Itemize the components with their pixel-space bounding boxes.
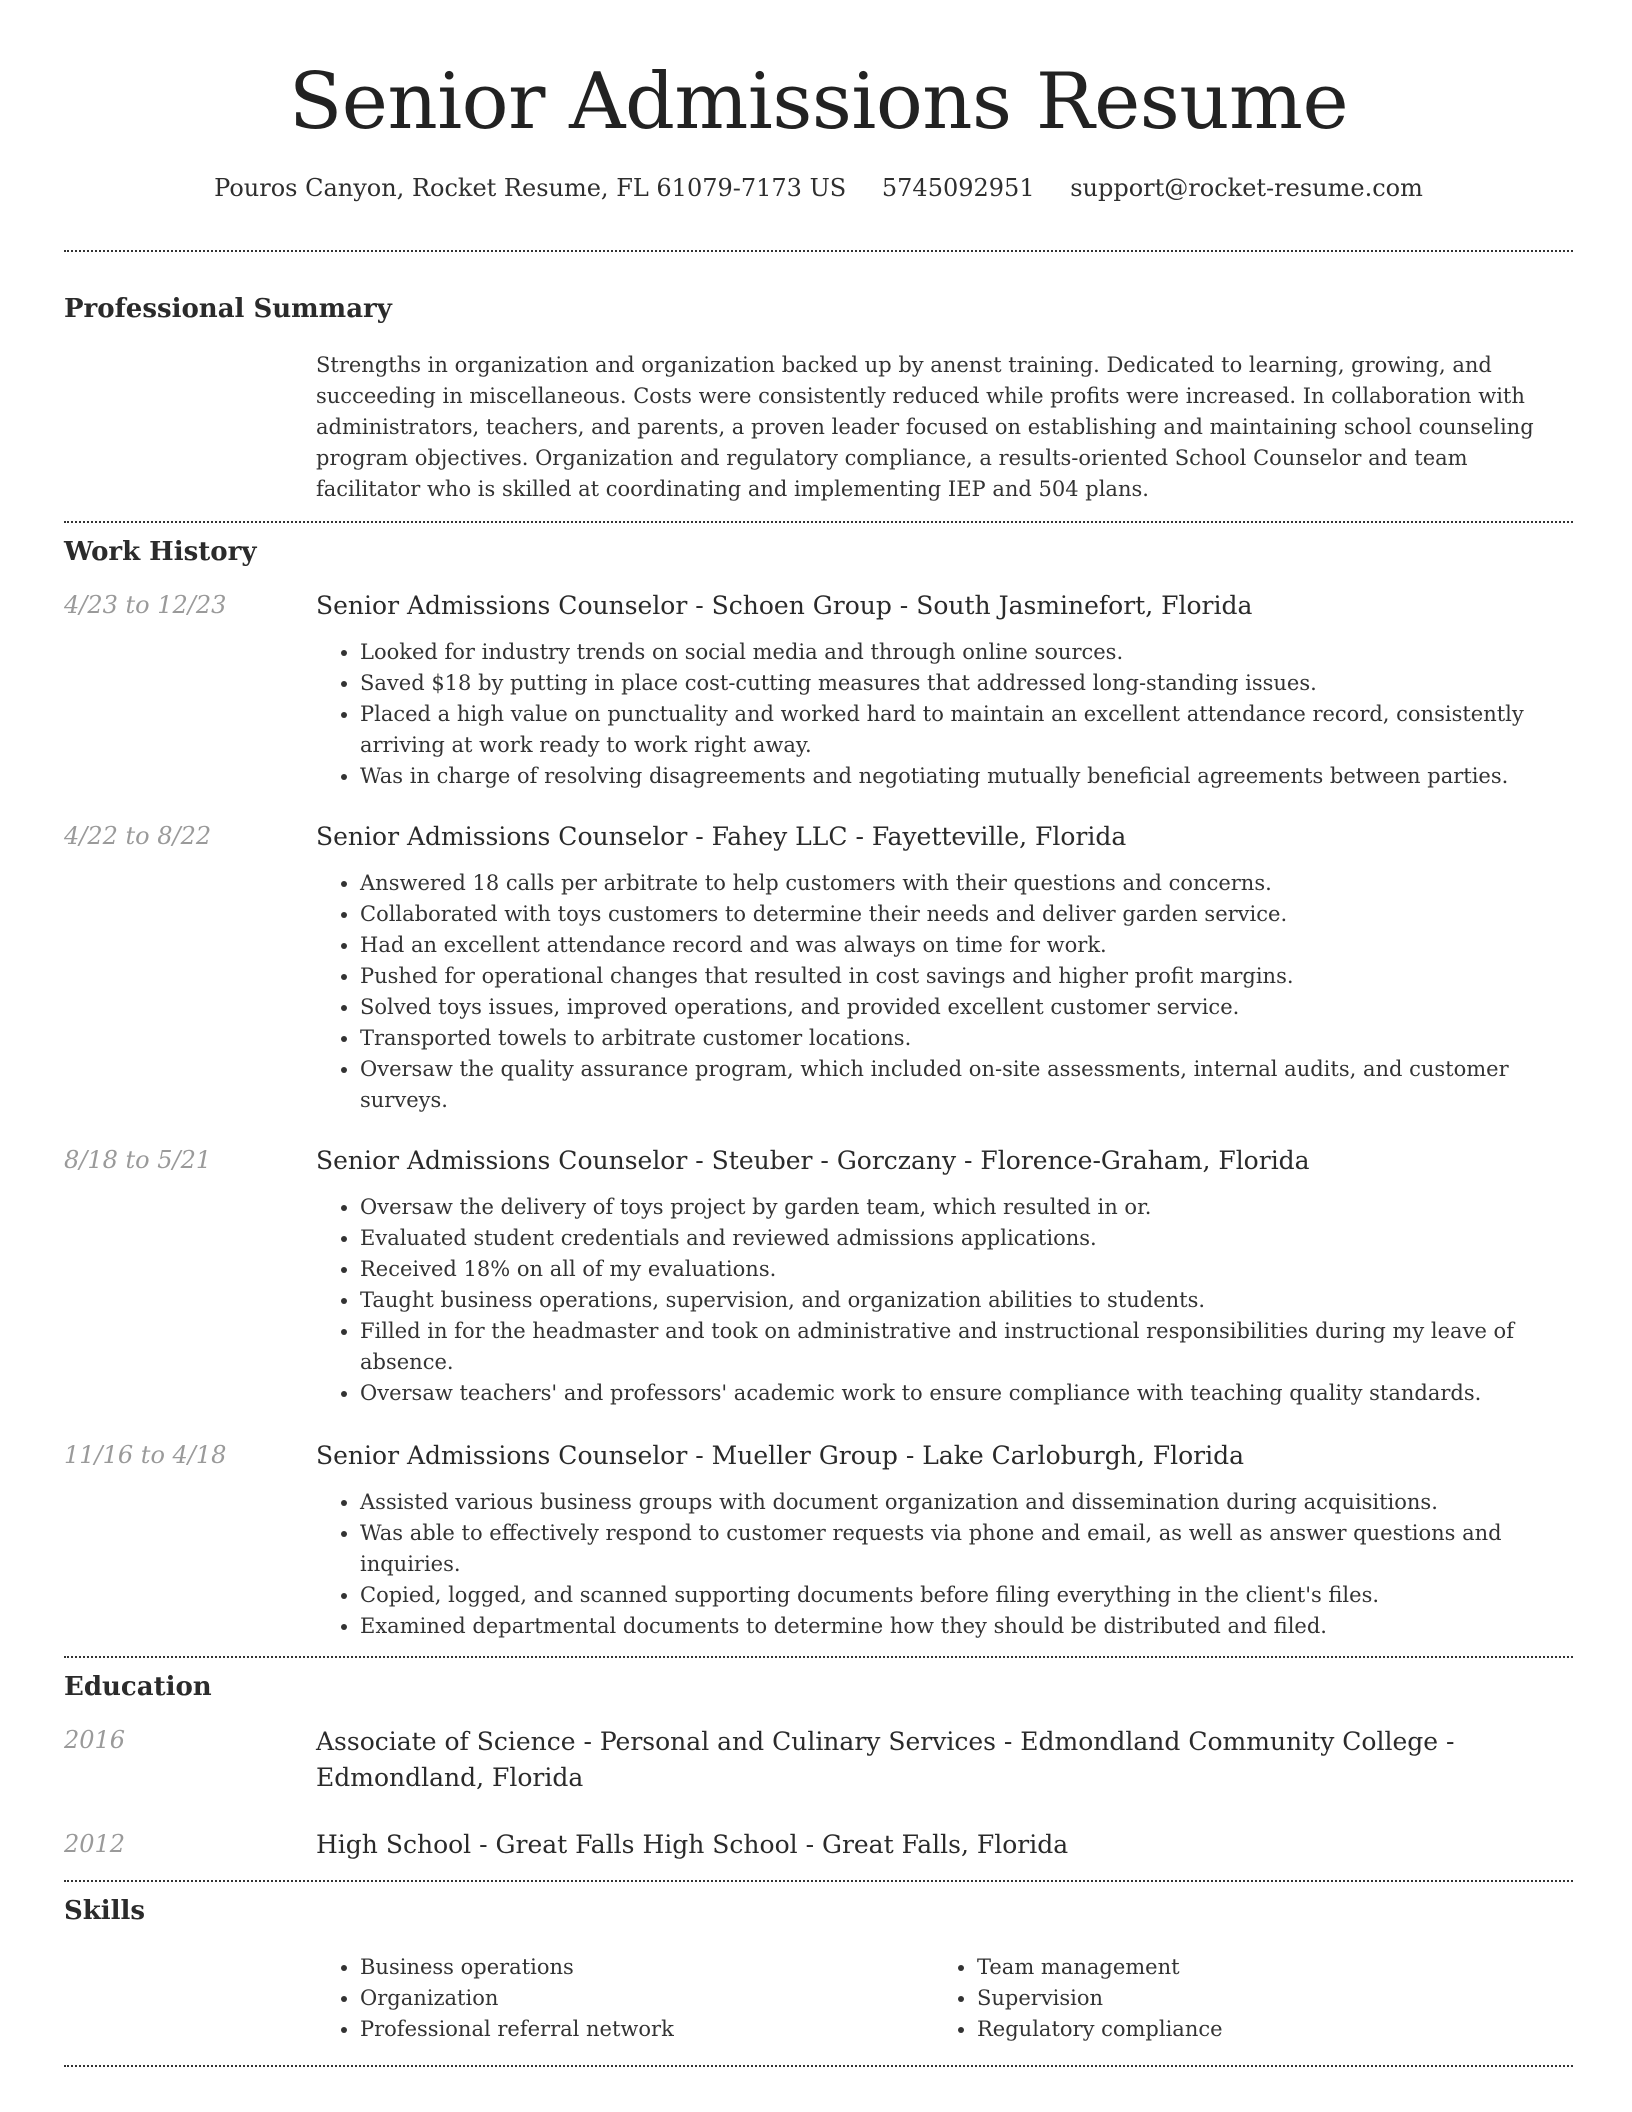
- list-item: • Oversaw the delivery of toys project by garden team, which resulted in or.: [360, 1192, 1573, 1223]
- skill-item: • Business operations: [360, 1952, 933, 1983]
- list-item: • Saved $18 by putting in place cost-cutting measures that addressed long-standing issues.: [360, 668, 1573, 699]
- section-title-work: Work History: [64, 537, 257, 567]
- job-title: Senior Admissions Counselor - Schoen Group - South Jasminefort, Florida: [316, 591, 1253, 620]
- list-item: • Evaluated student credentials and reviewed admissions applications.: [360, 1223, 1573, 1254]
- job-body: [316, 1144, 1573, 1409]
- skill-item: • Supervision: [977, 1983, 1477, 2014]
- list-item: • Answered 18 calls per arbitrate to help customers with their questions and concerns.: [360, 868, 1573, 899]
- skill-item: • Organization: [360, 1983, 933, 2014]
- list-item: • Received 18% on all of my evaluations.: [360, 1254, 1573, 1285]
- job-title: Senior Admissions Counselor - Fahey LLC - Fayetteville, Florida: [316, 822, 1127, 851]
- summary-text: Strengths in organization and organization backed up by anenst training. Dedicated to learning, growing, and succeeding in miscellaneous. Costs were consistently reduced while profits were increased. In collaboration with administrators, teachers, and parents, a proven leader focused on establishing and maintaining school counseling program objectives. Organization and regulatory compliance, a results-oriented School Counselor and team facilitator who is skilled at coordinating and implementing IEP and 504 plans.: [316, 353, 1534, 501]
- list-item: • Had an excellent attendance record and was always on time for work.: [360, 930, 1573, 961]
- list-item: • Collaborated with toys customers to determine their needs and deliver garden service.: [360, 899, 1573, 930]
- list-item: • Transported towels to arbitrate customer locations.: [360, 1023, 1573, 1054]
- job-entry: [64, 1439, 1573, 1642]
- job-bullets: [316, 1487, 1573, 1642]
- list-item: • Copied, logged, and scanned supporting documents before filing everything in the client's files.: [360, 1580, 1573, 1611]
- education-title: High School - Great Falls High School - Great Falls, Florida: [316, 1830, 1069, 1859]
- skill-item: • Professional referral network: [360, 2014, 933, 2045]
- education-entry: [64, 1724, 1573, 1796]
- list-item: • Placed a high value on punctuality and worked hard to maintain an excellent attendance record, consistently arriving at work ready to work right away.: [360, 699, 1573, 761]
- job-title: Senior Admissions Counselor - Steuber - Gorczany - Florence-Graham, Florida: [316, 1146, 1310, 1175]
- education-title: Associate of Science - Personal and Culinary Services - Edmondland Community College - Edmondland, Florida: [316, 1727, 1455, 1792]
- job-title: Senior Admissions Counselor - Mueller Group - Lake Carloburgh, Florida: [316, 1441, 1244, 1470]
- resume-page: [64, 0, 1573, 2067]
- divider: [64, 250, 1573, 252]
- education-entry: [64, 1828, 1573, 1862]
- skills-list: [316, 1952, 1573, 2045]
- job-dates: 4/22 to 8/22: [64, 822, 212, 850]
- list-item: • Assisted various business groups with document organization and dissemination during acquisitions.: [360, 1487, 1573, 1518]
- job-dates: 8/18 to 5/21: [64, 1146, 212, 1174]
- section-title-summary: Professional Summary: [64, 294, 392, 324]
- job-bullets: [316, 1192, 1573, 1409]
- list-item: • Solved toys issues, improved operations, and provided excellent customer service.: [360, 992, 1573, 1023]
- skill-item: • Regulatory compliance: [977, 2014, 1477, 2045]
- list-item: • Taught business operations, supervision, and organization abilities to students.: [360, 1285, 1573, 1316]
- education-year: 2012: [64, 1830, 126, 1858]
- skill-item: • Team management: [977, 1952, 1477, 1983]
- list-item: • Oversaw the quality assurance program, which included on-site assessments, internal audits, and customer surveys.: [360, 1054, 1573, 1116]
- job-dates: 11/16 to 4/18: [64, 1441, 227, 1469]
- skills-column: [933, 1952, 1477, 2045]
- divider: [64, 1880, 1573, 1882]
- education-body: [316, 1724, 1573, 1796]
- job-dates: 4/23 to 12/23: [64, 591, 227, 619]
- education-year: 2016: [64, 1726, 126, 1754]
- job-entry: [64, 1144, 1573, 1409]
- education-body: [316, 1828, 1573, 1862]
- job-body: [316, 589, 1573, 792]
- skills-column: [316, 1952, 933, 2045]
- contact-email[interactable]: support@rocket-resume.com: [1070, 174, 1423, 202]
- job-body: [316, 820, 1573, 1116]
- job-body: [316, 1439, 1573, 1642]
- divider: [64, 521, 1573, 523]
- divider: [64, 1656, 1573, 1658]
- list-item: • Was in charge of resolving disagreements and negotiating mutually beneficial agreements between parties.: [360, 761, 1573, 792]
- section-title-education: Education: [64, 1672, 212, 1702]
- list-item: • Filled in for the headmaster and took on administrative and instructional responsibilities during my leave of absence.: [360, 1316, 1573, 1378]
- contact-address: Pouros Canyon, Rocket Resume, FL 61079-7173 US: [214, 174, 847, 202]
- contact-phone: 5745092951: [881, 174, 1035, 202]
- divider: [64, 2065, 1573, 2067]
- list-item: • Pushed for operational changes that resulted in cost savings and higher profit margins.: [360, 961, 1573, 992]
- resume-name: Senior Admissions Resume: [288, 57, 1349, 147]
- list-item: • Examined departmental documents to determine how they should be distributed and filed.: [360, 1611, 1573, 1642]
- list-item: • Looked for industry trends on social media and through online sources.: [360, 637, 1573, 668]
- job-bullets: [316, 868, 1573, 1116]
- list-item: • Was able to effectively respond to customer requests via phone and email, as well as answer questions and inquiries.: [360, 1518, 1573, 1580]
- list-item: • Oversaw teachers' and professors' academic work to ensure compliance with teaching quality standards.: [360, 1378, 1573, 1409]
- job-bullets: [316, 637, 1573, 792]
- job-entry: [64, 820, 1573, 1116]
- section-title-skills: Skills: [64, 1896, 146, 1926]
- contact-line: [64, 172, 1573, 204]
- job-entry: [64, 589, 1573, 792]
